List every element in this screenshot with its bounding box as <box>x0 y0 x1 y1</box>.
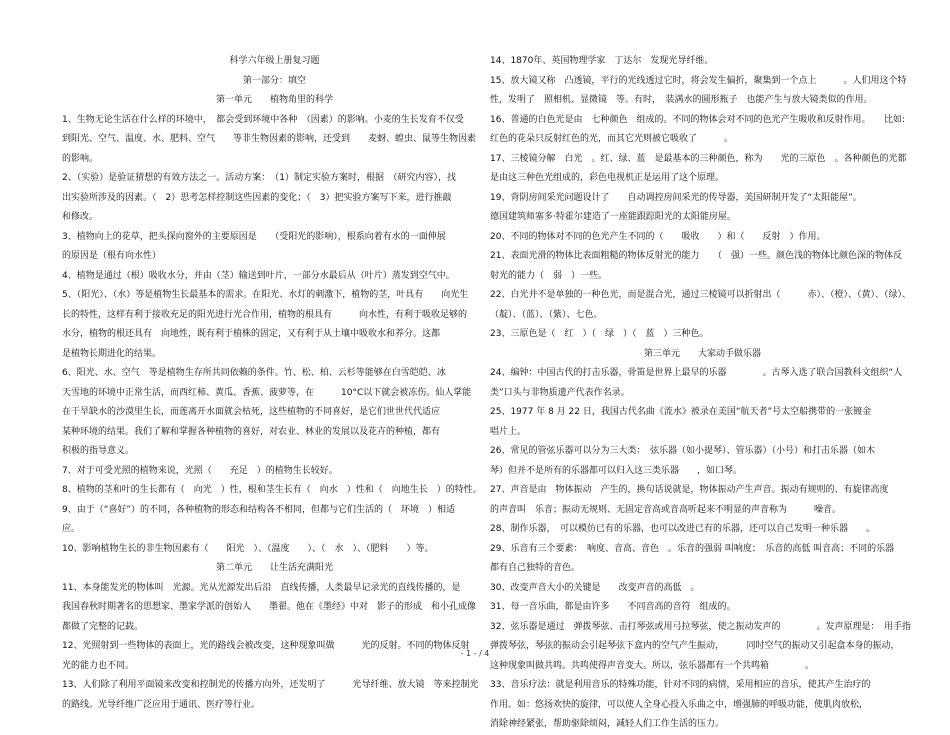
page-number: - 1 - / 4 <box>460 649 490 658</box>
text-line: 6、阳光、水、空气 等是植物生存所共同依赖的条件。竹、松、柏、云杉等能够在白雪皑皑、冰 <box>62 368 446 378</box>
text-line: 22、白光并不是单独的一种色光，而是混合光，通过三棱镜可以折射出（ 赤）、（橙）、（黄）、（绿）、 <box>490 290 911 300</box>
text-line: 到阳光、空气、温度、水、肥料、空气 等非生物因素的影响，还受到 麦蚜、蝗虫、鼠等生物因素 <box>62 134 477 144</box>
text-line: 消除神经紧张，帮助驱除烦闷，减轻人们工作生活的压力。 <box>490 719 725 729</box>
text-line: 33、音乐疗法：就是利用音乐的特殊功能，针对不同的病情，采用相应的音乐，使其产生治疗的 <box>490 680 871 690</box>
text-line: 琴）但并不是所有的乐器都可以归入这三类乐器 ，如口琴。 <box>490 465 743 476</box>
text-line: 11、本身能发光的物体叫 光源。光从光源发出后沿 直线传播，人类最早记录光的直线传播的，是 <box>62 582 461 593</box>
text-line: 出实验所涉及的因素。（ 2）思考怎样控制这些因素的变化；（ 3）把实验方案写下来，进行推敲 <box>62 192 452 203</box>
text-line: 红色的花朵只反射红色的光，而其它光则被它吸收了 。 <box>490 134 734 144</box>
section-heading: 第一部分：填空 <box>242 75 306 86</box>
text-line: 是由这三种色光组成的，彩色电视机正是运用了这个原理。 <box>490 173 725 183</box>
text-line: 14、1870年、英国物理学家 丁达尔 发现光导纤维。 <box>490 56 714 66</box>
section-heading: 第一单元 植物角里的科学 <box>215 95 333 105</box>
text-line: 积极的指导意义。 <box>62 446 135 456</box>
text-line: 3、植物向上的花草，把头探向窗外的主要原因是 （受阳光的影响），根系向着有水的一面伸展 <box>62 231 446 242</box>
text-line: 弹拨琴弦，琴弦的振动会引起琴弦下盒内的空气产生振动， 同时空气的振动又引起盒本身的振动， <box>490 641 900 651</box>
text-line: 光的能力也不同。 <box>62 660 135 671</box>
left-column <box>62 52 487 715</box>
section-heading: 第二单元 让生活充满阳光 <box>215 563 333 573</box>
text-line: 我国春秋时期著名的思想家、墨家学派的创始人 墨翟。他在《墨经》中对 影子的形成 和小孔成像 <box>62 602 477 612</box>
text-line: 性，发明了 照相机、显微镜 等。有时， 装满水的圆形瓶子 也能产生与放大镜类似的作用。 <box>490 95 873 105</box>
text-line: 20、不同的物体对不同的色光产生不同的（ 吸收 ）和（ 反射 ）作用。 <box>490 231 826 242</box>
text-line: 17、三棱镜分解 白光 。红、绿、蓝 是最基本的三种颜色，称为 光的三原色 。各种颜色的光都 <box>490 153 907 164</box>
text-line: 类”口头与非物质遗产代表作名录。 <box>490 387 630 398</box>
text-line: 15、放大镜又称 凸透镜，平行的光线透过它时，将会发生偏折，聚集到一个点上 。人们用这个特 <box>490 75 907 86</box>
text-line: 这种现象叫做共鸣。共鸣使得声音变大。所以，弦乐器都有一个共鸣箱 。 <box>490 660 815 671</box>
text-line: 的影响。 <box>62 153 99 164</box>
text-line: 水分，植物的根还具有 向地性，既有利于植株的固定，又有利于从土壤中吸收水和养分。这都 <box>62 329 441 339</box>
text-line: 13、人们除了利用平面镜来改变和控制光的传播方向外，还发明了 光导纤维、放大镜 等来控制光 <box>62 680 479 690</box>
text-line: 26、常见的管弦乐器可以分为三大类： 弦乐器（如小提琴）、管乐器）（小号）和打击乐器（如木 <box>490 446 875 456</box>
text-line: 的路线。光导纤维广泛应用于通讯、医疗等行业。 <box>62 699 261 710</box>
text-line: 25、1977 年 8 月 22 日，我国古代名曲《流水》被录在美国“航天者”号太空船携带的一张镀金 <box>490 407 872 417</box>
text-line: 唱片上。 <box>490 426 527 437</box>
text-line: 24、编钟：中国古代的打击乐器，骨笛是世界上最早的乐器 。古琴入选了联合国教科文组织“人 <box>490 368 903 378</box>
text-line: 23、三原色是（ 红 ）（ 绿 ）（ 蓝 ）三种色。 <box>490 329 709 339</box>
text-line: 19、背阴房间采光问题设计了 自动调控房间采光的传导器，美国研制开发了“太阳能屋”。 <box>490 192 862 203</box>
text-line: 4、植物是通过（根）吸收水分，并由（茎）输送到叶片，一部分水最后从（叶片）蒸发到空气中。 <box>62 270 455 281</box>
section-heading: 科学六年级上册复习题 <box>229 56 320 66</box>
text-line: 的声音叫 乐音；振动无规则、无固定音高或音高听起来不明显的声音称为 噪音。 <box>490 504 842 515</box>
text-line: 德国建筑师塞多·特霍尔建造了一座能跟踪阳光的太阳能房屋。 <box>490 212 736 222</box>
text-line: 32、弦乐器是通过 弹拨琴弦、击打琴弦或用弓拉琴弦，使之振动发声的 。发声原理是： 用手指 <box>490 621 911 632</box>
text-line: （靛）、（蓝）、（紫）、七色。 <box>490 309 603 320</box>
text-line: 作用。如：悠扬欢快的旋律，可以使人全身心投入乐曲之中，增强肺的呼吸功能，使肌肉放松， <box>490 699 869 710</box>
text-line: 1、生物无论生活在什么样的环境中， 都会受到环境中各种 （因素）的影响。小麦的生长发育不仅受 <box>62 114 464 125</box>
section-heading: 第三单元 大家动手做乐器 <box>643 348 761 359</box>
text-line: 10、影响植物生长的非生物因素有（ 阳光 ）、（温度 ）、（ 水 ）、（肥料 ）等。 <box>62 543 434 554</box>
text-line: 天雪地的环境中正常生活，而西红柿、黄瓜、香蕉、菠萝等，在 10°C以下就会被冻伤。仙人掌能 <box>62 387 472 398</box>
text-line: 21、表面光滑的物体比表面粗糙的物体反射光的能力 （ 强）一些。颜色浅的物体比颜色深的物体反 <box>490 251 902 261</box>
text-line: 和修改。 <box>62 212 99 222</box>
text-line: 在干旱缺水的沙漠里生长，而莲离开水面就会枯死，这些植物的不同喜好，是它们世世代代适应 <box>62 407 441 417</box>
text-line: 都做了完整的记载。 <box>62 621 144 632</box>
right-column <box>490 52 915 735</box>
text-line: 是植物长期进化的结果。 <box>62 348 162 359</box>
text-line: 29、乐音有三个要素： 响度、音高、音色 。乐音的强弱 叫响度； 乐音的高低 叫音高；不同的乐器 <box>490 543 895 554</box>
text-line: 某种环境的结果。我们了解和掌握各种植物的喜好，对农业、林业的发展以及花卉的种植，都有 <box>62 426 441 437</box>
text-line: 31、每一音乐曲，都是由许多 不同音高的音符 组成的。 <box>490 602 736 612</box>
text-line: 5、（阳光）、（水）等是植物生长最基本的需求。在阳光、水灯的刺激下，植物的茎，叶具有 向光生 <box>62 290 469 300</box>
text-line: 长的特性，这样有利于接收充足的阳光进行光合作用，植物的根具有 向水性，有利于吸收足够的 <box>62 309 468 320</box>
text-line: 16、普通的白色光是由 七种颜色 组成的。不同的物体会对不同的色光产生吸收和反射作用。 比如: <box>490 114 905 125</box>
text-line: 8、植物的茎和叶的生长都有（ 向光 ）性，根和茎生长有（ 向水 ）性和（ 向地生长 ）的特性。 <box>62 485 482 495</box>
text-line: 27、声音是由 物体振动 产生的，换句话说就是，物体振动产生声音。振动有规则的、有旋律高度 <box>490 485 889 495</box>
text-line: 射光的能力（ 弱 ）一些。 <box>490 270 608 281</box>
text-line: 28、制作乐器， 可以模仿已有的乐器，也可以改进已有的乐器，还可以自己发明一种乐器 。 <box>490 524 875 534</box>
text-line: 9、由于（“喜好”）的不同，各种植物的形态和结构各不相同，但都与它们生活的（ 环境 ）相适 <box>62 504 456 515</box>
text-line: 30、改变声音大小的关键是 改变声音的高低 。 <box>490 582 700 593</box>
text-line: 7、对于可受光照的植物来说，光照（ 充足 ）的植物生长较好。 <box>62 465 338 476</box>
text-line: 应。 <box>62 524 81 534</box>
text-line: 12、光照射到一些物体的表面上，光的路线会被改变，这种现象叫做 光的反射。不同的物体反射 <box>62 641 470 651</box>
text-line: 2、（实验）是验证猜想的有效方法之一。活动方案： （1）制定实验方案时，根据 （研究内容），找 <box>62 173 456 183</box>
text-line: 的原因是（根有向水性） <box>62 251 162 261</box>
text-line: 都有自己独特的音色。 <box>490 563 581 573</box>
